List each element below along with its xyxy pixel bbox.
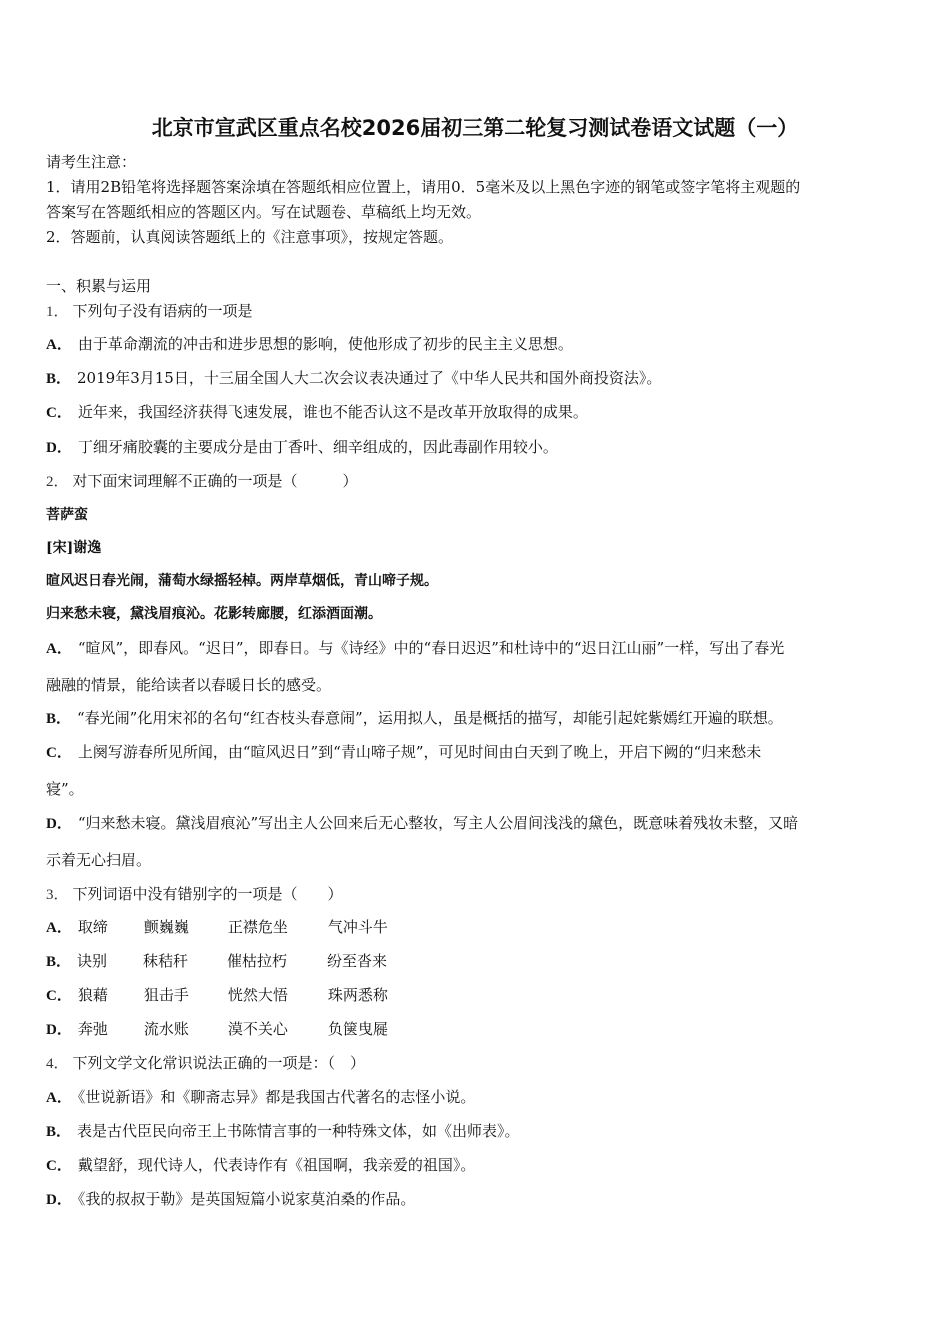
word: 催枯拉朽 <box>227 952 288 970</box>
option-text: 近年来，我国经济获得飞速发展，谁也不能否认这不是改革开放取得的成果。 <box>77 403 588 421</box>
option-text: “春光闹”化用宋祁的名句“红杏枝头春意闹”，运用拟人，虽是概括的描写，却能引起姹紫嫣红开遍的联想。 <box>77 709 783 727</box>
word: 奔弛 <box>77 1020 108 1038</box>
option-text: 由于革命潮流的冲击和进步思想的影响，使他形成了初步的民主主义思想。 <box>77 335 573 353</box>
question-1-stem <box>46 301 908 322</box>
option-letter: A． <box>46 337 72 353</box>
notice-item-1-line-2: 答案写在答题纸相应的答题区内。写在试题卷、草稿纸上均无效。 <box>46 203 482 221</box>
q3-option-d <box>46 1019 908 1040</box>
page-title: 北京市宣武区重点名校2026届初三第二轮复习测试卷语文试题（一） <box>151 116 799 140</box>
option-letter: D． <box>46 1192 72 1208</box>
option-text: 2019年3月15日，十三届全国人大二次会议表决通过了《中华人民共和国外商投资法》。 <box>77 369 662 387</box>
option-letter: C． <box>46 988 72 1004</box>
option-letter: C． <box>46 1158 72 1174</box>
question-4-stem <box>46 1053 908 1074</box>
q1-option-d <box>46 437 908 458</box>
option-letter: A． <box>46 920 72 936</box>
option-text: 戴望舒，现代诗人，代表诗作有《祖国啊，我亲爱的祖国》。 <box>77 1156 476 1174</box>
word: 纷至沓来 <box>327 952 388 970</box>
word: 珠两悉称 <box>327 986 388 1004</box>
question-3-stem <box>46 884 908 905</box>
option-letter: B． <box>46 954 72 970</box>
q3-option-a <box>46 917 908 938</box>
option-letter: D． <box>46 1022 72 1038</box>
option-letter: D． <box>46 440 72 456</box>
q4-option-a <box>46 1087 908 1108</box>
option-text: 《世说新语》和《聊斋志异》都是我国古代著名的志怪小说。 <box>77 1088 476 1106</box>
option-letter: A． <box>46 1090 72 1106</box>
q2-option-d-line-2: 示着无心扫眉。 <box>46 851 152 869</box>
word: 取缔 <box>77 918 108 936</box>
option-text: 丁细牙痛胶囊的主要成分是由丁香叶、细辛组成的，因此毒副作用较小。 <box>77 438 558 456</box>
q1-option-a <box>46 334 908 355</box>
notice-heading: 请考生注意： <box>46 153 137 171</box>
poem-line-2: 归来愁未寝，黛浅眉痕沁。花影转廊腰，红添酒面潮。 <box>46 606 382 622</box>
question-number: 3． <box>46 887 69 903</box>
word: 恍然大悟 <box>227 986 288 1004</box>
q3-option-c <box>46 985 908 1006</box>
q2-option-d-line-1 <box>46 813 908 834</box>
q2-option-c-line-1 <box>46 742 908 763</box>
option-letter: C． <box>46 405 72 421</box>
poem-author: [宋]谢逸 <box>46 540 102 556</box>
word: 狙击手 <box>143 986 189 1004</box>
option-letter: D． <box>46 816 72 832</box>
option-letter: A． <box>46 641 72 657</box>
word: 狼藉 <box>77 986 108 1004</box>
q4-option-c <box>46 1155 908 1176</box>
word: 负箧曳屣 <box>327 1020 388 1038</box>
q2-option-a-line-1 <box>46 638 908 659</box>
q4-option-b <box>46 1121 908 1142</box>
option-letter: B． <box>46 711 72 727</box>
poem-line-1: 暄风迟日春光闹，蒲萄水绿摇轻棹。两岸草烟低，青山啼子规。 <box>46 573 438 589</box>
q2-option-a-line-2: 融融的情景，能给读者以春暖日长的感受。 <box>46 676 332 694</box>
q1-option-b <box>46 368 908 389</box>
word: 颤巍巍 <box>143 918 189 936</box>
section-heading: 一、积累与运用 <box>46 277 152 295</box>
word: 正襟危坐 <box>227 918 288 936</box>
option-text: “暄风”，即春风。“迟日”，即春日。与《诗经》中的“春日迟迟”和杜诗中的“迟日江山丽”一样，写出了春光 <box>77 639 785 657</box>
q1-option-c <box>46 402 908 423</box>
option-letter: B． <box>46 371 72 387</box>
question-2-stem <box>46 471 908 492</box>
option-text: 上阕写游春所见所闻，由“暄风迟日”到“青山啼子规”，可见时间由白天到了晚上，开启下阙的“归来愁未 <box>77 743 762 761</box>
q2-option-c-line-2: 寝”。 <box>46 780 84 798</box>
q2-option-b <box>46 708 908 729</box>
question-number: 1． <box>46 304 69 320</box>
option-letter: B． <box>46 1124 72 1140</box>
option-text: “归来愁未寝。黛浅眉痕沁”写出主人公回来后无心整妆，写主人公眉间浅浅的黛色，既意味着残妆未整，又暗 <box>77 814 799 832</box>
option-text: 表是古代臣民向帝王上书陈情言事的一种特殊文体，如《出师表》。 <box>77 1122 520 1140</box>
word: 气冲斗牛 <box>327 918 388 936</box>
question-text: 下列句子没有语病的一项是 <box>72 302 253 320</box>
poem-title: 菩萨蛮 <box>46 507 88 523</box>
word: 秣秸秆 <box>143 952 189 970</box>
notice-item-1-line-1: 1．请用2B铅笔将选择题答案涂填在答题纸相应位置上，请用0．5毫米及以上黑色字迹的钢笔或签字笔将主观题的 <box>46 178 801 196</box>
question-text: 下列词语中没有错别字的一项是（ ） <box>72 885 343 903</box>
option-letter: C． <box>46 745 72 761</box>
question-number: 4． <box>46 1056 69 1072</box>
q3-option-b <box>46 951 908 972</box>
question-number: 2． <box>46 474 69 490</box>
notice-item-2: 2．答题前，认真阅读答题纸上的《注意事项》，按规定答题。 <box>46 228 454 246</box>
word: 流水账 <box>143 1020 189 1038</box>
q4-option-d <box>46 1189 908 1210</box>
word: 诀别 <box>77 952 108 970</box>
word: 漠不关心 <box>227 1020 288 1038</box>
question-text: 下列文学文化常识说法正确的一项是：（ ） <box>72 1054 366 1072</box>
question-text: 对下面宋词理解不正确的一项是（ ） <box>72 472 358 490</box>
option-text: 《我的叔叔于勒》是英国短篇小说家莫泊桑的作品。 <box>77 1190 416 1208</box>
